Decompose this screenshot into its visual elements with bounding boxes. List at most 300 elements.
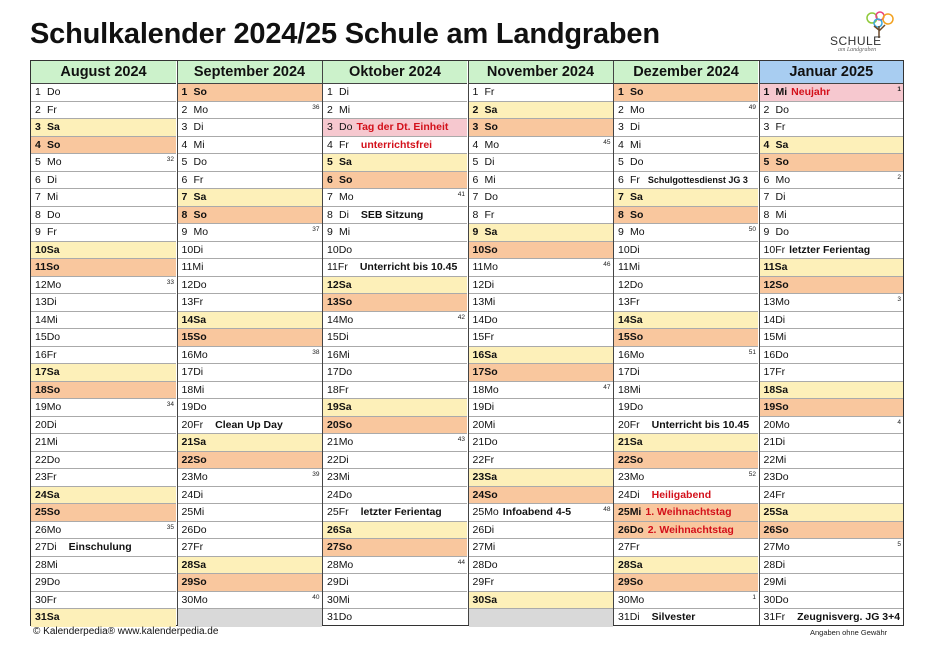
day-cell	[31, 452, 176, 470]
day-cell	[760, 469, 904, 487]
weekday-label: So	[484, 121, 498, 133]
day-cell	[469, 469, 613, 487]
week-number: 1	[897, 86, 901, 93]
week-number: 4	[897, 418, 901, 426]
day-cell	[614, 329, 758, 347]
day-number: 25	[327, 506, 339, 518]
day-number: 7	[763, 191, 770, 203]
day-number: 1	[618, 86, 624, 98]
day-cell	[760, 347, 904, 365]
week-number: 47	[603, 383, 611, 391]
event-label: Clean Up Day	[215, 418, 283, 431]
day-cell	[469, 522, 613, 540]
day-number: 9	[472, 226, 479, 238]
day-number: 14	[763, 313, 776, 326]
week-number: 46	[603, 261, 611, 268]
day-cell	[614, 574, 758, 592]
day-cell	[31, 417, 176, 435]
day-cell	[31, 137, 176, 155]
day-cell	[614, 347, 758, 365]
day-cell	[614, 609, 758, 627]
event-label: Tag der Dt. Einheit	[356, 121, 449, 133]
day-number: 22	[181, 453, 194, 466]
weekday-label: So	[47, 138, 61, 151]
month-column	[613, 61, 758, 625]
day-number: 28	[181, 558, 194, 571]
day-number: 11	[472, 261, 484, 273]
day-number: 4	[618, 138, 624, 151]
weekday-label: Fr	[775, 488, 786, 501]
day-number: 28	[35, 558, 47, 571]
day-cell	[178, 469, 322, 487]
weekday-label: Fr	[484, 86, 495, 98]
day-cell	[760, 399, 904, 417]
event-label: Zeugnisverg. JG 3+4	[797, 611, 901, 623]
weekday-label: Do	[775, 226, 789, 238]
weekday-label: Di	[775, 191, 786, 203]
weekday-label: Sa	[338, 278, 352, 291]
day-cell	[469, 224, 613, 242]
day-cell	[31, 434, 176, 452]
day-number: 5	[618, 156, 624, 168]
day-number: 8	[618, 208, 624, 221]
day-cell	[760, 574, 904, 592]
day-cell	[323, 399, 467, 417]
day-cell	[323, 172, 467, 190]
day-cell	[469, 312, 613, 330]
day-cell	[760, 242, 904, 260]
event-label: unterrichtsfrei	[360, 138, 433, 151]
weekday-label: Fr	[629, 418, 640, 431]
weekday-label: Mo	[193, 103, 209, 116]
day-cell	[614, 417, 758, 435]
day-number: 4	[181, 138, 188, 151]
day-cell	[760, 102, 904, 120]
weekday-label: So	[193, 208, 207, 221]
weekday-label: So	[46, 506, 61, 518]
day-number: 5	[763, 156, 770, 168]
weekday-label: Mi	[46, 436, 58, 448]
weekday-label: So	[338, 296, 353, 308]
school-logo	[826, 10, 912, 58]
day-cell	[178, 294, 322, 312]
day-number: 20	[35, 418, 47, 431]
day-cell	[31, 329, 176, 347]
day-number: 16	[35, 348, 47, 361]
day-cell	[614, 399, 758, 417]
day-number: 26	[472, 523, 485, 536]
day-cell	[614, 539, 758, 557]
weekday-label: Fr	[338, 506, 349, 518]
day-number: 22	[472, 453, 485, 466]
day-number: 6	[763, 173, 770, 186]
week-number: 2	[897, 173, 901, 181]
day-number: 2	[618, 103, 624, 116]
day-cell	[614, 259, 758, 277]
weekday-label: Mo	[775, 541, 790, 553]
day-cell	[469, 294, 613, 312]
weekday-label: Mi	[484, 296, 496, 308]
weekday-label: Di	[193, 121, 204, 133]
event-label: letzter Ferientag	[360, 506, 442, 518]
weekday-label: Sa	[46, 243, 60, 256]
day-number: 29	[763, 576, 776, 588]
day-cell	[760, 487, 904, 505]
logo-subtext: am Landgraben	[838, 47, 877, 53]
day-cell	[31, 242, 176, 260]
weekday-label: Sa	[484, 471, 498, 483]
day-cell	[760, 277, 904, 295]
day-cell	[31, 119, 176, 137]
weekday-label: Mi	[339, 226, 351, 238]
day-cell	[760, 154, 904, 172]
weekday-label: Mi	[338, 471, 350, 483]
day-cell	[323, 522, 467, 540]
weekday-label: Mo	[46, 401, 62, 413]
day-cell	[760, 434, 904, 452]
day-cell	[323, 312, 467, 330]
day-number: 31	[763, 611, 776, 623]
day-number: 26	[763, 523, 776, 536]
event-label: 1. Weihnachtstag	[645, 506, 732, 518]
weekday-label: So	[629, 331, 644, 343]
weekday-label: Di	[338, 331, 349, 343]
day-cell	[469, 592, 613, 610]
day-cell	[323, 102, 467, 120]
day-cell	[178, 154, 322, 172]
weekday-label: Di	[629, 366, 640, 378]
weekday-label: Do	[484, 436, 498, 448]
day-cell	[614, 277, 758, 295]
weekday-label: Di	[484, 401, 495, 413]
weekday-label: Fr	[339, 138, 349, 151]
day-number: 26	[327, 523, 339, 536]
event-label: Neujahr	[791, 86, 831, 98]
day-cell	[178, 609, 322, 627]
day-cell	[323, 294, 467, 312]
weekday-label: Sa	[193, 558, 207, 571]
weekday-label: Di	[775, 313, 786, 326]
day-number: 5	[35, 156, 41, 168]
day-cell	[31, 504, 176, 522]
week-number: 32	[166, 156, 174, 163]
day-number: 5	[327, 156, 333, 168]
day-number: 19	[35, 401, 47, 413]
day-number: 31	[35, 611, 47, 623]
day-number: 20	[618, 418, 630, 431]
day-number: 28	[763, 558, 776, 571]
weekday-label: Di	[629, 488, 640, 501]
day-cell	[760, 259, 904, 277]
day-number: 15	[327, 331, 339, 343]
day-number: 9	[327, 226, 333, 238]
day-cell	[469, 347, 613, 365]
weekday-label: Do	[629, 523, 644, 536]
day-cell	[614, 84, 758, 102]
weekday-label: So	[775, 523, 789, 536]
weekday-label: Do	[484, 313, 498, 326]
day-number: 31	[327, 611, 339, 623]
weekday-label: Mo	[193, 471, 208, 483]
day-number: 27	[763, 541, 776, 553]
day-number: 21	[327, 436, 339, 448]
day-number: 21	[472, 436, 485, 448]
day-cell	[323, 487, 467, 505]
weekday-label: Fr	[484, 576, 495, 588]
weekday-label: So	[775, 278, 789, 291]
weekday-label: Fr	[46, 471, 57, 483]
day-number: 3	[181, 121, 188, 133]
weekday-label: Do	[46, 453, 61, 466]
day-number: 1	[35, 86, 41, 98]
weekday-label: Mi	[484, 173, 496, 186]
day-number: 6	[35, 173, 41, 186]
weekday-label: Sa	[338, 401, 352, 413]
weekday-label: Sa	[46, 488, 60, 501]
day-number: 17	[763, 366, 776, 378]
day-cell	[614, 364, 758, 382]
day-number: 3	[763, 121, 770, 133]
day-cell	[31, 224, 176, 242]
day-cell	[178, 119, 322, 137]
day-number: 7	[472, 191, 479, 203]
week-number: 1	[752, 593, 756, 601]
day-number: 16	[763, 348, 776, 361]
day-number: 15	[181, 331, 194, 343]
weekday-label: Mi	[338, 348, 350, 361]
weekday-label: Do	[629, 401, 644, 413]
weekday-label: Sa	[338, 523, 352, 536]
week-number: 41	[457, 191, 465, 198]
day-number: 22	[35, 453, 47, 466]
day-number: 10	[472, 243, 485, 256]
weekday-label: Fr	[775, 611, 786, 623]
day-cell	[760, 189, 904, 207]
day-cell	[323, 382, 467, 400]
weekday-label: Di	[775, 436, 786, 448]
day-number: 29	[618, 576, 630, 588]
weekday-label: Sa	[629, 313, 643, 326]
day-number: 6	[327, 173, 333, 186]
weekday-label: Mi	[484, 418, 496, 431]
day-number: 29	[35, 576, 47, 588]
weekday-label: Do	[338, 611, 353, 623]
weekday-label: Sa	[629, 558, 643, 571]
weekday-label: Sa	[484, 226, 498, 238]
day-cell	[614, 224, 758, 242]
day-cell	[614, 242, 758, 260]
weekday-label: Do	[338, 488, 353, 501]
day-cell	[178, 277, 322, 295]
day-number: 13	[181, 296, 194, 308]
month-header: Oktober 2024	[323, 61, 467, 84]
weekday-label: Do	[46, 331, 61, 343]
day-cell	[760, 294, 904, 312]
weekday-label: Di	[193, 488, 204, 501]
day-number: 3	[472, 121, 479, 133]
day-cell	[31, 469, 176, 487]
day-cell	[614, 487, 758, 505]
day-cell	[178, 137, 322, 155]
week-number: 49	[748, 103, 756, 111]
day-number: 10	[618, 243, 630, 256]
day-number: 10	[35, 243, 47, 256]
day-number: 19	[181, 401, 194, 413]
day-number: 14	[35, 313, 47, 326]
weekday-label: Mo	[629, 348, 645, 361]
day-number: 3	[327, 121, 333, 133]
day-number: 1	[181, 86, 188, 98]
day-number: 8	[763, 208, 770, 221]
day-number: 31	[618, 611, 630, 623]
weekday-label: Di	[193, 243, 204, 256]
day-cell	[760, 417, 904, 435]
day-cell	[178, 539, 322, 557]
day-cell	[323, 224, 467, 242]
day-number: 5	[472, 156, 479, 168]
day-number: 4	[763, 138, 770, 151]
day-number: 15	[472, 331, 485, 343]
weekday-label: Fr	[46, 348, 57, 361]
day-cell	[469, 84, 613, 102]
weekday-label: Sa	[774, 261, 788, 273]
day-cell	[31, 102, 176, 120]
day-cell	[760, 224, 904, 242]
week-number: 33	[166, 278, 174, 286]
day-cell	[31, 189, 176, 207]
day-cell	[469, 137, 613, 155]
day-number: 20	[181, 418, 194, 431]
day-number: 22	[618, 453, 630, 466]
weekday-label: Fr	[193, 541, 204, 553]
day-cell	[760, 504, 904, 522]
day-cell	[469, 399, 613, 417]
weekday-label: Do	[193, 523, 207, 536]
day-number: 25	[472, 506, 485, 518]
day-number: 25	[763, 506, 776, 518]
weekday-label: Mi	[775, 208, 787, 221]
weekday-label: Mi	[775, 86, 788, 98]
day-number: 20	[327, 418, 339, 431]
day-cell	[178, 399, 322, 417]
weekday-label: Sa	[775, 138, 789, 151]
weekday-label: Mi	[46, 558, 58, 571]
weekday-label: Do	[484, 558, 498, 571]
weekday-label: Sa	[484, 103, 498, 116]
day-number: 12	[618, 278, 630, 291]
day-cell	[614, 294, 758, 312]
day-cell	[323, 557, 467, 575]
day-number: 23	[181, 471, 194, 483]
day-cell	[760, 329, 904, 347]
weekday-label: Fr	[775, 121, 786, 133]
week-number: 50	[748, 226, 756, 233]
day-cell	[31, 557, 176, 575]
day-number: 24	[35, 488, 47, 501]
day-cell	[469, 574, 613, 592]
day-cell	[469, 329, 613, 347]
weekday-label: Mo	[338, 436, 354, 448]
day-cell	[323, 592, 467, 610]
week-number: 38	[312, 348, 320, 356]
weekday-label: Mo	[193, 593, 208, 606]
day-number: 18	[35, 383, 47, 396]
week-number: 42	[457, 313, 465, 321]
day-number: 11	[35, 261, 47, 273]
day-number: 20	[763, 418, 776, 431]
weekday-label: So	[338, 418, 353, 431]
weekday-label: Mi	[339, 103, 351, 116]
event-label: Unterricht bis 10.45	[651, 418, 750, 431]
day-cell	[323, 189, 467, 207]
day-cell	[323, 207, 467, 225]
day-cell	[760, 382, 904, 400]
weekday-label: Do	[47, 208, 61, 221]
week-number: 5	[897, 541, 901, 548]
weekday-label: Mo	[629, 593, 645, 606]
day-number: 4	[472, 138, 479, 151]
day-cell	[760, 592, 904, 610]
day-number: 14	[327, 313, 339, 326]
day-number: 13	[618, 296, 630, 308]
weekday-label: So	[629, 453, 644, 466]
day-cell	[323, 329, 467, 347]
weekday-label: Di	[193, 366, 204, 378]
weekday-label: Mi	[630, 138, 642, 151]
day-cell	[614, 504, 758, 522]
day-cell	[614, 469, 758, 487]
month-header: November 2024	[469, 61, 613, 84]
day-number: 18	[181, 383, 194, 396]
month-column	[468, 61, 613, 625]
week-number: 3	[897, 296, 901, 303]
day-number: 2	[181, 103, 188, 116]
month-column	[322, 61, 467, 625]
day-cell	[31, 277, 176, 295]
day-cell	[469, 539, 613, 557]
day-cell	[178, 189, 322, 207]
day-number: 21	[181, 436, 194, 448]
day-cell	[760, 172, 904, 190]
day-number: 21	[618, 436, 630, 448]
weekday-label: Mo	[339, 191, 354, 203]
day-number: 19	[327, 401, 339, 413]
weekday-label: Mo	[629, 471, 645, 483]
day-cell	[614, 137, 758, 155]
month-header: September 2024	[178, 61, 322, 84]
month-header: August 2024	[31, 61, 176, 84]
day-cell	[31, 84, 176, 102]
day-number: 7	[327, 191, 333, 203]
day-number: 22	[763, 453, 776, 466]
day-cell	[323, 154, 467, 172]
footer-copyright: © Kalenderpedia® www.kalenderpedia.de	[33, 626, 219, 637]
weekday-label: Fr	[46, 593, 57, 606]
day-number: 16	[327, 348, 339, 361]
day-cell	[178, 347, 322, 365]
day-number: 8	[327, 208, 333, 221]
day-number: 17	[618, 366, 630, 378]
day-cell	[178, 312, 322, 330]
day-cell	[614, 434, 758, 452]
weekday-label: Mi	[46, 313, 58, 326]
weekday-label: Sa	[46, 366, 60, 378]
day-number: 18	[472, 383, 485, 396]
day-cell	[31, 259, 176, 277]
week-number: 39	[312, 471, 320, 478]
month-header: Januar 2025	[760, 61, 904, 84]
day-cell	[760, 84, 904, 102]
